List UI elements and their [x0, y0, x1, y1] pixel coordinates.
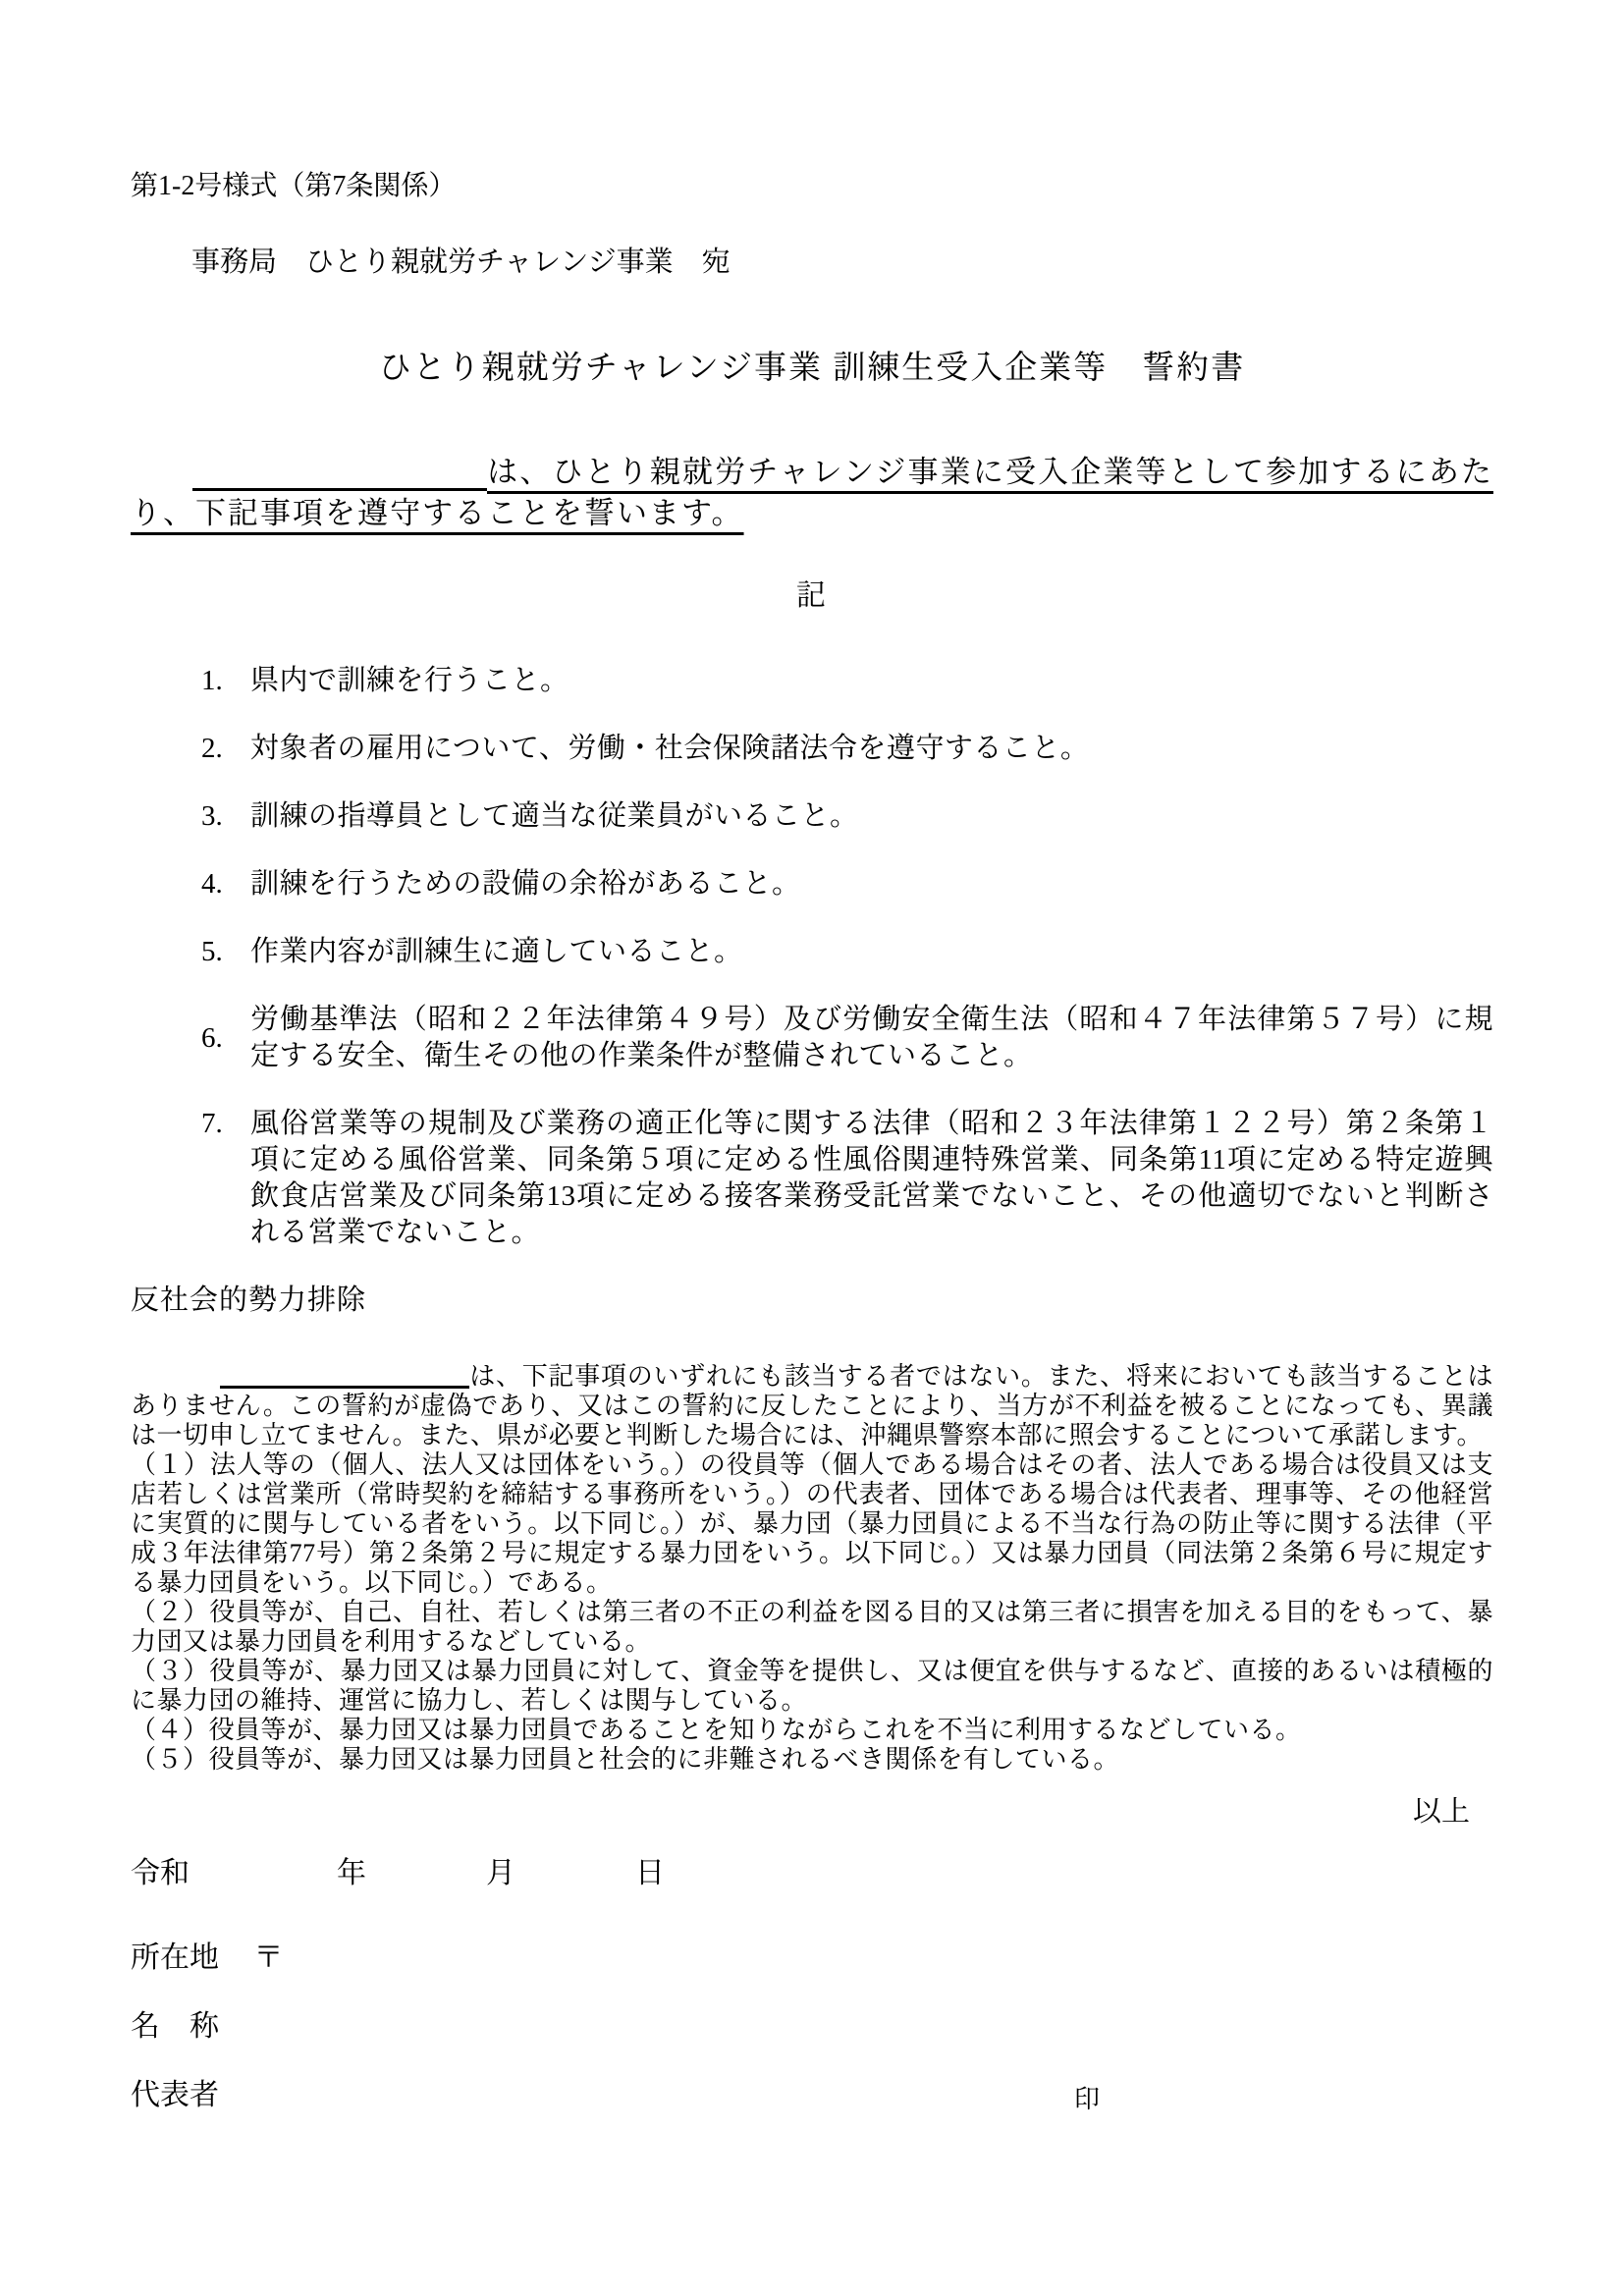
antisocial-intro-text: は、下記事項のいずれにも該当する者ではない。また、将来においても該当することはありません。この誓約が虚偽であり、又はこの誓約に反したことにより、当方が不利益を被ることになっても、異議は一切申し立てません。また、県が必要と判断した場合には、沖縄県警察本部に照会することについて承諾します。: [131, 1362, 1493, 1449]
item-text: 訓練の指導員として適当な従業員がいること。: [250, 800, 859, 832]
antisocial-clause: （４）役員等が、暴力団又は暴力団員であることを知りながらこれを不当に利用するなどしている。: [131, 1716, 1302, 1744]
pledge-text: は、ひとり親就労チャレンジ事業に受入企業等として参加するにあたり、下記事項を遵守することを誓います。: [131, 455, 1493, 530]
postal-mark: 〒: [253, 1941, 284, 1974]
item-text: 風俗営業等の規制及び業務の適正化等に関する法律（昭和２３年法律第１２２号）第２条第１項に定める風俗営業、同条第５項に定める性風俗関連特殊営業、同条第11項に定める特定遊興飲食店営業及び同条第13項に定める接客業務受託営業でないこと、その他適切でないと判断される営業でないこと。: [250, 1108, 1493, 1248]
item-number: 2.: [201, 733, 223, 764]
antisocial-clause: （２）役員等が、自己、自社、若しくは第三者の不正の利益を図る目的又は第三者に損害を加える目的をもって、暴力団又は暴力団員を利用するなどしている。: [131, 1598, 1493, 1656]
declarant-name-blank[interactable]: [220, 1364, 469, 1389]
list-item: [131, 866, 1493, 902]
item-text: 訓練を行うための設備の余裕があること。: [250, 868, 801, 900]
conditions-list: [131, 663, 1493, 1251]
item-number: 1.: [201, 665, 223, 696]
era-label: 令和: [131, 1857, 189, 1889]
item-number: 6.: [201, 1021, 223, 1054]
addressee-line: 事務局 ひとり親就労チャレンジ事業 宛: [191, 246, 731, 278]
address-line: [131, 1939, 1493, 1978]
list-item: [131, 934, 1493, 970]
item-text: 県内で訓練を行うこと。: [250, 665, 569, 696]
antisocial-intro-paragraph: [131, 1362, 1493, 1450]
address-label: 所在地: [131, 1941, 219, 1974]
item-number: 3.: [201, 800, 223, 832]
item-number: 7.: [201, 1108, 223, 1139]
list-item: [131, 663, 1493, 699]
list-item: [131, 1106, 1493, 1251]
company-name-line: [131, 2007, 1493, 2047]
company-name-blank[interactable]: [192, 459, 487, 491]
representative-label: 代表者: [131, 2079, 219, 2111]
pledge-paragraph: [131, 452, 1493, 534]
list-item: [131, 731, 1493, 767]
month-label: 月: [486, 1857, 515, 1889]
representative-line: [131, 2076, 1493, 2115]
document-title: ひとり親就労チャレンジ事業 訓練生受入企業等 誓約書: [378, 351, 1246, 386]
antisocial-clause: （１）法人等の（個人、法人又は団体をいう。）の役員等（個人である場合はその者、法人である場合は役員又は支店若しくは営業所（常時契約を締結する事務所をいう。）の代表者、団体である場合は代表者、理事等、その他経営に実質的に関与している者をいう。以下同じ。）が、暴力団（暴力団員による不当な行為の防止等に関する法律（平成３年法律第77号）第２条第２号に規定する暴力団をいう。以下同じ。）又は暴力団員（同法第２条第６号に規定する暴力団員をいう。以下同じ。）である。: [131, 1450, 1493, 1597]
form-number: 第1-2号様式（第7条関係）: [131, 171, 457, 201]
item-text: 対象者の雇用について、労働・社会保険諸法令を遵守すること。: [250, 733, 1090, 764]
item-number: 5.: [201, 936, 223, 967]
closing-marker: 以上: [1412, 1796, 1470, 1828]
name-label: 名 称: [131, 2010, 219, 2043]
list-item: [131, 798, 1493, 835]
day-label: 日: [635, 1857, 665, 1889]
item-text: 労働基準法（昭和２２年法律第４９号）及び労働安全衛生法（昭和４７年法律第５７号）に規定する安全、衛生その他の作業条件が整備されていること。: [250, 1004, 1493, 1071]
date-line: [131, 1854, 1493, 1893]
antisocial-section-heading: 反社会的勢力排除: [131, 1285, 367, 1316]
item-text: 作業内容が訓練生に適していること。: [250, 936, 743, 967]
antisocial-clause: （３）役員等が、暴力団又は暴力団員に対して、資金等を提供し、又は便宜を供与するなど、直接的あるいは積極的に暴力団の維持、運営に協力し、若しくは関与している。: [131, 1657, 1493, 1715]
seal-mark: 印: [1074, 2085, 1101, 2113]
antisocial-clause: （５）役員等が、暴力団又は暴力団員と社会的に非難されるべき関係を有している。: [131, 1745, 1120, 1774]
section-marker-ki: 記: [796, 579, 828, 612]
year-label: 年: [337, 1857, 366, 1889]
list-item: [131, 1002, 1493, 1074]
item-number: 4.: [201, 868, 223, 900]
